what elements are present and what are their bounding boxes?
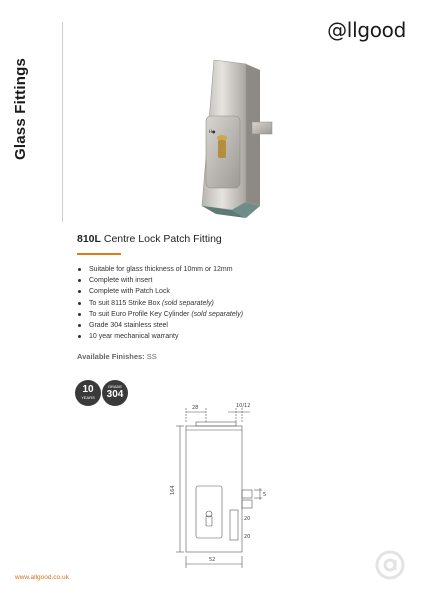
- steel-grade-number: 304: [106, 389, 124, 400]
- feature-item: Suitable for glass thickness of 10mm or 12mm: [77, 264, 243, 275]
- available-finishes: [77, 352, 157, 361]
- technical-drawing: [166, 392, 282, 572]
- dim-label: 10/12: [236, 403, 251, 409]
- product-name: Centre Lock Patch Fitting: [103, 233, 222, 245]
- side-title: [12, 40, 34, 160]
- finishes-label: Available Finishes:: [77, 352, 145, 361]
- svg-text:H●: H●: [209, 129, 216, 134]
- feature-item: Complete with Patch Lock: [77, 286, 243, 297]
- at-symbol-watermark-icon: [375, 550, 405, 580]
- allgood-logo: @llgood: [327, 18, 406, 42]
- dim-label: 52: [209, 557, 216, 563]
- feature-item: 10 year mechanical warranty: [77, 331, 243, 342]
- footer-website-link[interactable]: www.allgood.co.uk: [15, 574, 69, 581]
- feature-list: [77, 264, 243, 342]
- product-heading: [77, 233, 222, 245]
- dim-label: 28: [192, 405, 199, 411]
- warranty-years-number: 10: [82, 384, 94, 395]
- warranty-badge: [75, 380, 101, 406]
- heading-underline: [77, 253, 121, 255]
- dim-label: 164: [170, 485, 176, 495]
- finishes-value: SS: [146, 352, 157, 361]
- feature-item: To suit Euro Profile Key Cylinder (sold separately): [77, 309, 243, 320]
- side-title-text: Glass Fittings: [12, 58, 29, 160]
- dim-label: 20: [244, 534, 251, 540]
- dim-label: 20: [244, 516, 251, 522]
- steel-grade-caption: GRADE: [107, 384, 123, 389]
- warranty-years-caption: YEARS: [81, 395, 95, 400]
- product-photo: [162, 56, 282, 226]
- feature-item: To suit 8115 Strike Box (sold separately): [77, 298, 243, 309]
- dim-label: 5: [263, 492, 267, 498]
- feature-item: Grade 304 stainless steel: [77, 320, 243, 331]
- feature-item: Complete with insert: [77, 275, 243, 286]
- side-divider: [62, 22, 63, 222]
- product-code: 810L: [77, 233, 101, 245]
- steel-grade-badge: [102, 380, 128, 406]
